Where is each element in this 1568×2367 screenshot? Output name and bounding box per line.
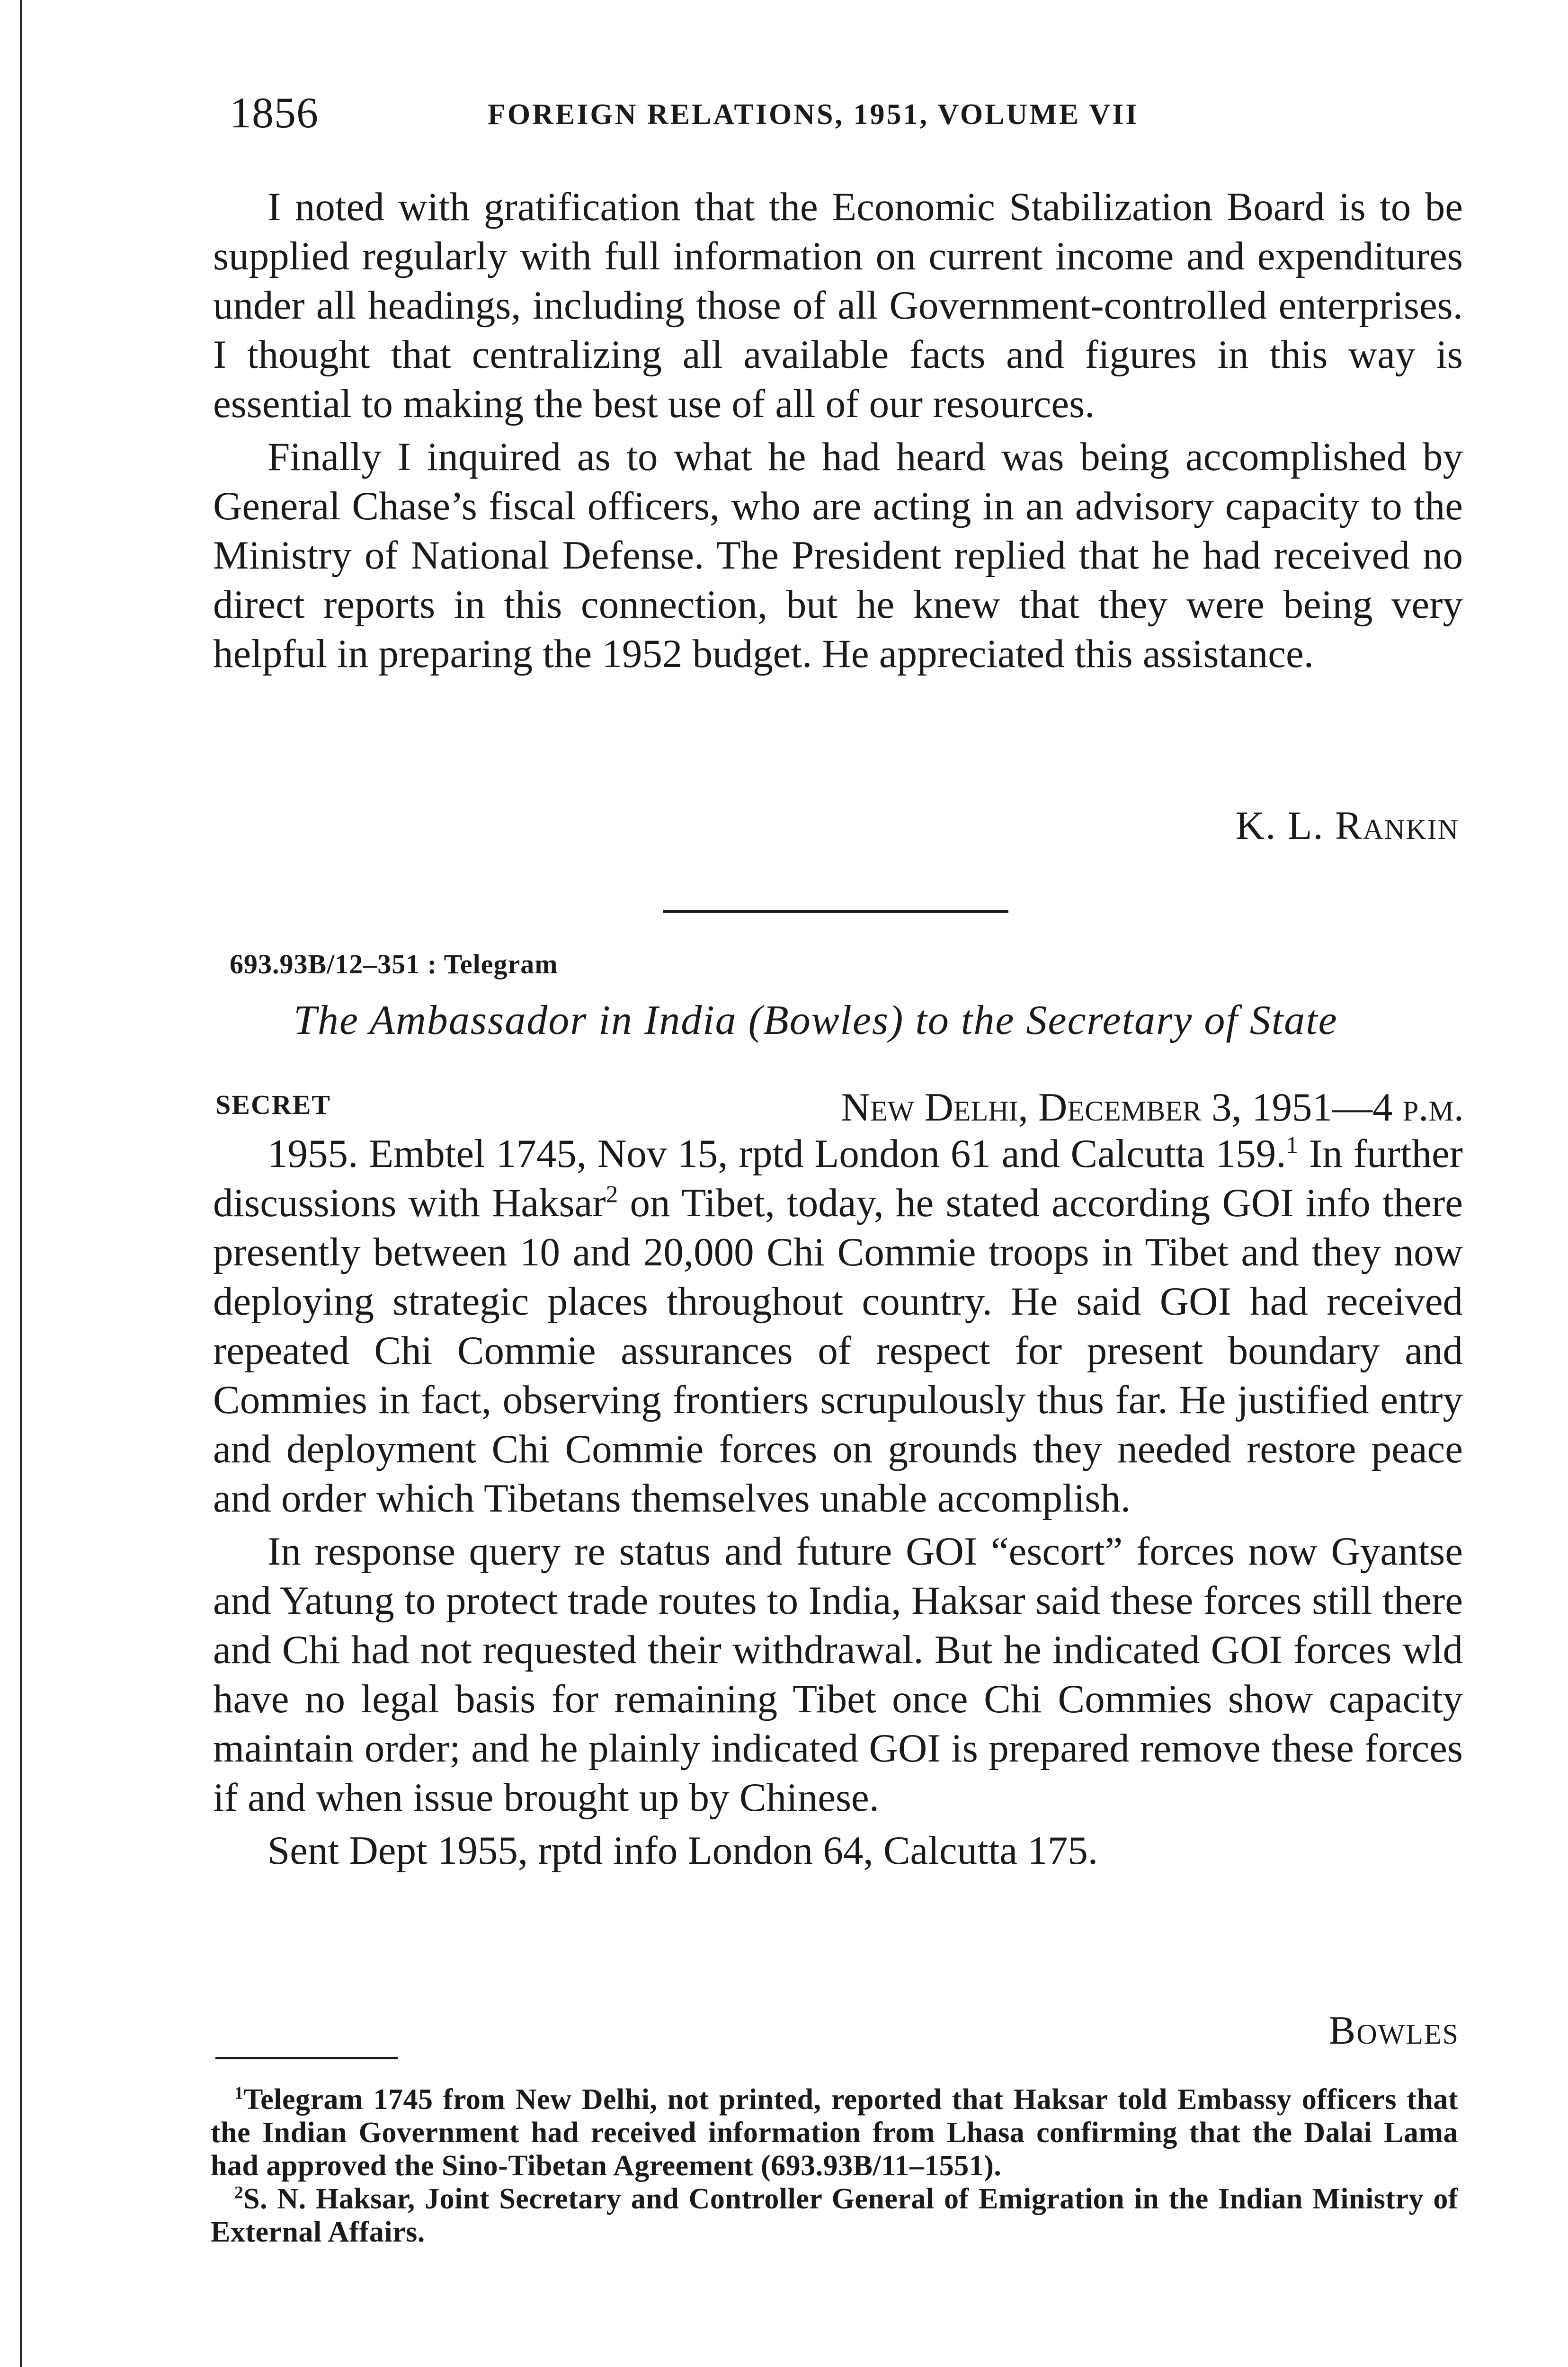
- paragraph: Finally I inquired as to what he had heard was being accomplished by General Chase’s fiscal officers, who are acting in an advisory capacity to the Ministry of National Defense. The President replied that he had received no direct reports in this connection, but he knew that they were being very helpful in preparing the 1952 budget. He appreciated this assistance.: [213, 435, 1463, 676]
- page-header: [230, 88, 1461, 140]
- paragraph: In response query re status and future GOI “escort” forces now Gyantse and Yatung to protect trade routes to India, Haksar said these forces still there and Chi had not requested their withdrawal. But he indicated GOI forces wld have no legal basis for remaining Tibet once Chi Commies show capacity maintain order; and he plainly indicated GOI is prepared remove these forces if and when issue brought up by Chinese.: [213, 1529, 1463, 1820]
- page-number: 1856: [230, 89, 319, 137]
- file-reference: 693.93B/12–351 : Telegram: [230, 949, 558, 979]
- section-divider: [663, 910, 1008, 913]
- footnote-marker: 1: [234, 2083, 244, 2103]
- footnote-ref[interactable]: 1: [1286, 1132, 1298, 1159]
- paragraph: Sent Dept 1955, rptd info London 64, Calcutta 175.: [267, 1828, 1098, 1873]
- paragraph-text: 1955. Embtel 1745, Nov 15, rptd London 61 and Calcutta 159.: [267, 1131, 1286, 1176]
- signature-bowles: Bowles: [1328, 2008, 1459, 2053]
- paragraph: I noted with gratification that the Economic Stabilization Board is to be supplied regularly with full information on current income and expenditures under all headings, including those of all Government-controlled enterprises. I thought that centralizing all available facts and figures in this way is essential to making the best use of all of our resources.: [213, 185, 1463, 426]
- telegram-body: [213, 1129, 1463, 1875]
- footnote-text: S. N. Haksar, Joint Secretary and Controller General of Emigration in the Indian Ministry of External Affairs.: [211, 2183, 1458, 2248]
- footnote: [211, 2083, 1458, 2182]
- footnote-ref[interactable]: 2: [606, 1181, 618, 1208]
- classification-label: SECRET: [215, 1089, 331, 1120]
- footnote: [211, 2182, 1458, 2249]
- document-title: The Ambassador in India (Bowles) to the Secretary of State: [294, 997, 1338, 1043]
- footnote-rule: [215, 2057, 398, 2059]
- section1-body: [213, 182, 1463, 678]
- running-head: FOREIGN RELATIONS, 1951, VOLUME VII: [488, 98, 1139, 131]
- scan-edge-line: [20, 0, 22, 2367]
- footnote-text: Telegram 1745 from New Delhi, not printed, reported that Haksar told Embassy officers that the Indian Government had received information from Lhasa confirming that the Dalai Lama had approved the Sino-Tibetan Agreement (693.93B/11–1551).: [211, 2083, 1458, 2182]
- footnote-marker: 2: [234, 2183, 244, 2203]
- paragraph-text: on Tibet, today, he stated according GOI info there presently between 10 and 20,000 Chi Commie troops in Tibet and they now deploying strategic places throughout country. He said GOI had received repeated Chi Commie assurances of respect for present boundary and Commies in fact, observing frontiers scrupulously thus far. He justified entry and deployment Chi Commie forces on grounds they needed restore peace and order which Tibetans themselves unable accomplish.: [213, 1181, 1463, 1521]
- paragraph: [213, 1129, 1463, 1523]
- dateline: New Delhi, December 3, 1951—4 p.m.: [841, 1085, 1464, 1130]
- paragraph-text: In further discussions with Haksar: [213, 1131, 1463, 1225]
- signature-rankin: K. L. Rankin: [1235, 803, 1459, 848]
- footnotes: [211, 2083, 1458, 2249]
